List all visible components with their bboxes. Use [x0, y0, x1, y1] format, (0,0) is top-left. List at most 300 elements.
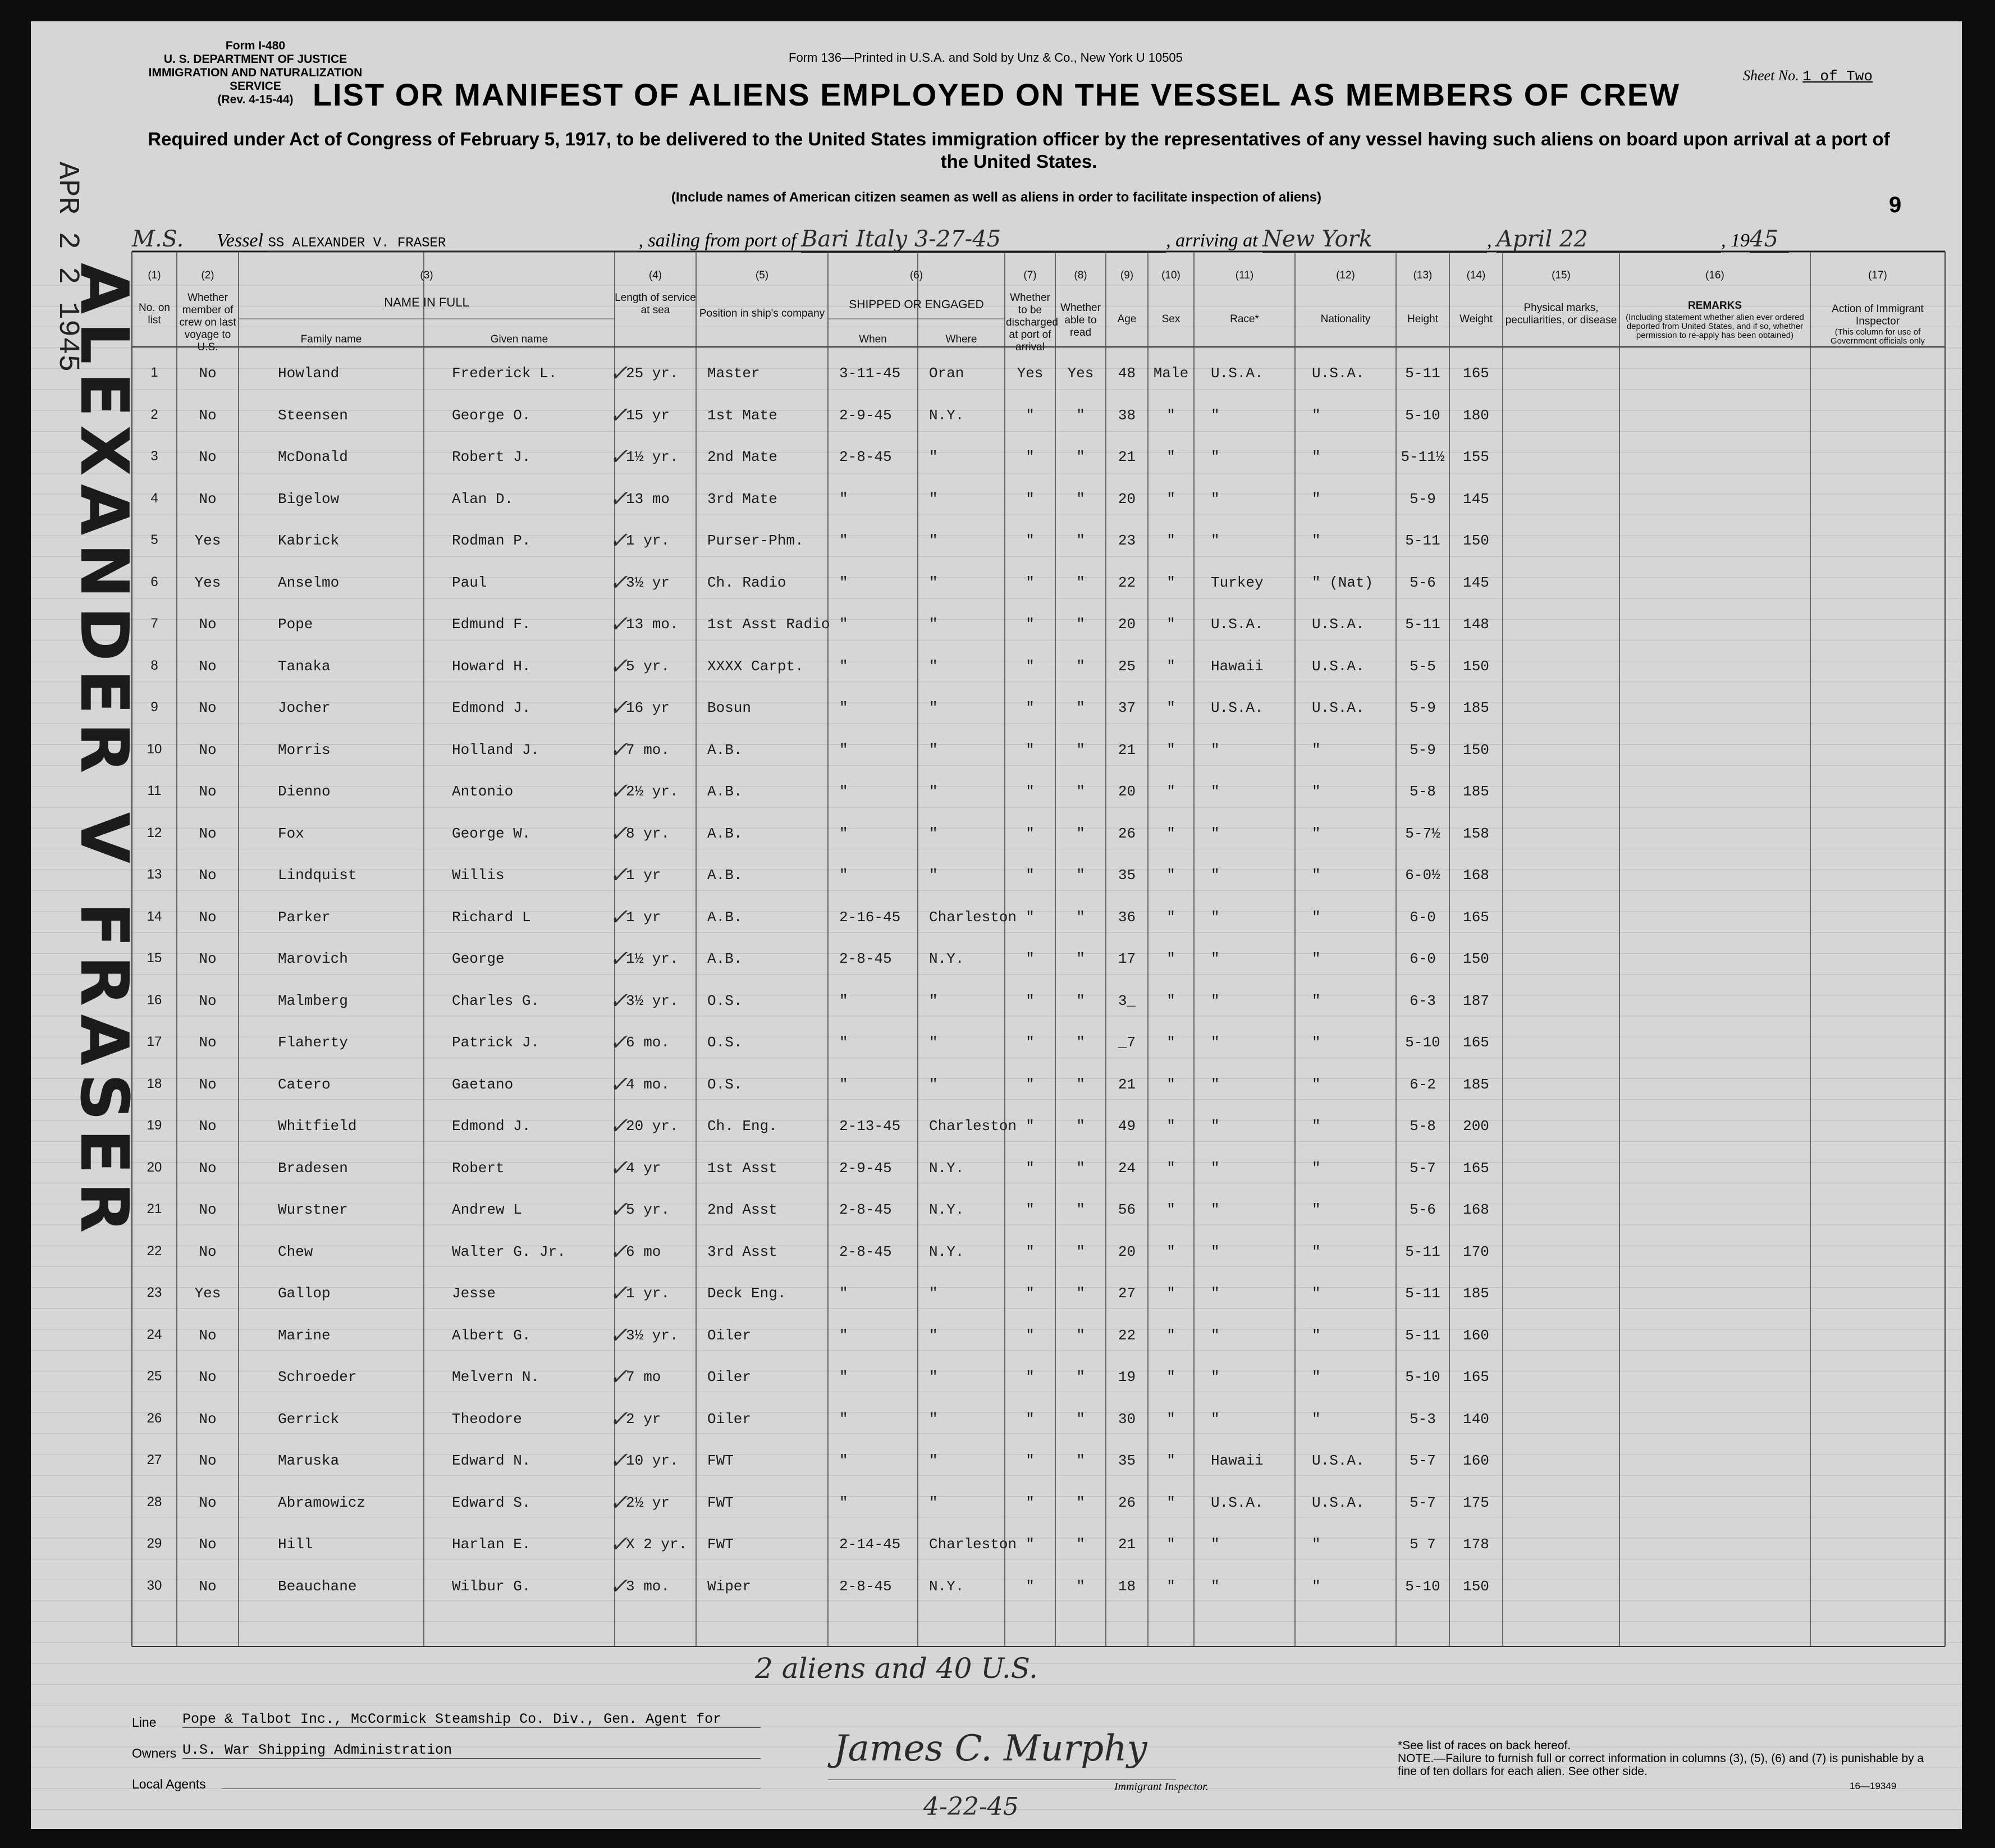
cell-nat: "	[1312, 1159, 1321, 1177]
cell-n: 18	[147, 1076, 162, 1091]
cell-when: "	[839, 992, 848, 1009]
cell-height: 5-11½	[1401, 449, 1445, 465]
cell-weight: 155	[1463, 449, 1489, 465]
cell-weight: 160	[1463, 1452, 1489, 1469]
cell-weight: 178	[1463, 1536, 1489, 1553]
cell-service: 6 mo.	[626, 1034, 670, 1051]
cell-where: "	[929, 657, 938, 675]
cell-when: 2-13-45	[839, 1118, 901, 1135]
cell-family: Tanaka	[278, 657, 331, 675]
cell-disch: "	[1026, 908, 1035, 926]
column-number: (7)	[1023, 269, 1037, 281]
cell-where: Charleston	[929, 908, 1017, 926]
local-agents-label: Local Agents	[132, 1777, 206, 1791]
cell-service: 6 mo	[626, 1243, 661, 1260]
cell-crew: No	[199, 1369, 217, 1385]
cell-position: Oiler	[707, 1326, 752, 1344]
cell-given: Paul	[452, 574, 487, 591]
cell-crew: No	[199, 1201, 217, 1218]
cell-n: 16	[147, 992, 162, 1008]
cell-disch: "	[1026, 657, 1035, 675]
cell-given: Frederick L.	[452, 365, 557, 382]
check-mark-icon: ✓	[609, 822, 628, 848]
cell-read: "	[1076, 406, 1085, 424]
cell-read: "	[1076, 825, 1085, 842]
cell-given: Albert G.	[452, 1326, 531, 1344]
cell-n: 2	[150, 406, 158, 422]
cell-nat: U.S.A.	[1312, 616, 1365, 633]
cell-service: 1½ yr.	[626, 950, 679, 967]
cell-read: "	[1076, 1118, 1085, 1135]
cell-position: O.S.	[707, 992, 743, 1009]
check-mark-icon: ✓	[609, 781, 628, 806]
cell-family: Gallop	[278, 1285, 331, 1302]
cell-n: 3	[150, 449, 158, 464]
cell-height: 5-11	[1405, 365, 1440, 382]
cell-sex: "	[1166, 1285, 1175, 1302]
cell-race: Hawaii	[1211, 657, 1264, 675]
column-number: (5)	[755, 269, 769, 281]
check-mark-icon: ✓	[609, 739, 628, 765]
vessel-name-field: SS ALEXANDER V. FRASER	[268, 236, 638, 252]
cell-when: "	[839, 783, 848, 800]
cell-family: Howland	[278, 365, 340, 382]
cell-family: Bradesen	[278, 1159, 348, 1177]
cell-where: "	[929, 699, 938, 716]
cell-weight: 150	[1463, 950, 1489, 967]
column-number: (15)	[1552, 269, 1571, 281]
cell-family: Lindquist	[278, 867, 357, 884]
cell-read: "	[1076, 741, 1085, 758]
cell-given: Charles G.	[452, 992, 540, 1009]
cell-disch: "	[1026, 616, 1035, 633]
cell-where: Charleston	[929, 1536, 1017, 1553]
inspector-signature: James C. Murphy	[834, 1728, 1147, 1769]
cell-position: 3rd Asst	[707, 1243, 777, 1260]
cell-race: "	[1211, 1034, 1220, 1051]
check-mark-icon: ✓	[609, 1450, 628, 1475]
cell-when: "	[839, 657, 848, 675]
header-action-note: (This column for use of Government officials only	[1830, 327, 1925, 346]
cell-nat: "	[1312, 1118, 1321, 1135]
check-mark-icon: ✓	[609, 1492, 628, 1517]
cell-weight: 185	[1463, 783, 1489, 800]
cell-nat: " (Nat)	[1312, 574, 1374, 591]
cell-where: "	[929, 449, 938, 465]
cell-read: "	[1076, 992, 1085, 1009]
cell-sex: "	[1166, 1577, 1175, 1595]
cell-position: 1st Mate	[707, 406, 777, 424]
cell-when: 3-11-45	[839, 365, 901, 382]
column-number: (3)	[420, 269, 433, 281]
check-mark-icon: ✓	[609, 990, 628, 1016]
cell-n: 7	[150, 616, 158, 631]
cell-weight: 187	[1463, 992, 1489, 1009]
header-whether-crew: Whether member of crew on last voyage to U.S.	[179, 292, 236, 353]
cell-sex: "	[1166, 1536, 1175, 1553]
cell-given: Edmund F.	[452, 616, 531, 633]
check-mark-icon: ✓	[609, 1283, 628, 1308]
header-position: Position in ship's company	[699, 308, 825, 319]
cell-service: 4 yr	[626, 1159, 661, 1177]
cell-nat: U.S.A.	[1312, 657, 1365, 675]
header-given-name: Given name	[490, 333, 548, 345]
cell-when: 2-14-45	[839, 1536, 901, 1553]
cell-crew: No	[199, 992, 217, 1009]
cell-where: "	[929, 1494, 938, 1511]
cell-where: "	[929, 825, 938, 842]
cell-given: Jesse	[452, 1285, 496, 1302]
check-mark-icon: ✓	[609, 1575, 628, 1601]
cell-nat: U.S.A.	[1312, 1494, 1365, 1511]
cell-crew: No	[199, 783, 217, 800]
sheet-label: Sheet No.	[1743, 67, 1799, 84]
cell-position: Master	[707, 365, 760, 382]
cell-position: Wiper	[707, 1577, 752, 1595]
cell-age: 27	[1118, 1285, 1136, 1302]
cell-age: 24	[1118, 1159, 1136, 1177]
cell-weight: 165	[1463, 1159, 1489, 1177]
cell-height: 5-11	[1405, 616, 1440, 633]
check-mark-icon: ✓	[609, 1199, 628, 1224]
cell-height: 5-6	[1410, 1201, 1436, 1218]
cell-height: 5-7½	[1405, 825, 1440, 842]
cell-age: 18	[1118, 1577, 1136, 1595]
cell-given: Holland J.	[452, 741, 540, 758]
cell-race: "	[1211, 490, 1220, 507]
vessel-name-marking: ALEXANDER V FRASER	[66, 263, 143, 1241]
cell-weight: 145	[1463, 574, 1489, 591]
cell-crew: Yes	[194, 574, 221, 591]
cell-given: Melvern N.	[452, 1369, 540, 1385]
cell-nat: "	[1312, 950, 1321, 967]
cell-height: 5-9	[1410, 699, 1436, 716]
cell-service: 10 yr.	[626, 1452, 679, 1469]
cell-service: 15 yr	[626, 406, 670, 424]
cell-when: 2-16-45	[839, 908, 901, 926]
cell-read: "	[1076, 950, 1085, 967]
cell-n: 25	[147, 1369, 162, 1384]
cell-service: 7 mo	[626, 1369, 661, 1385]
cell-given: Andrew L	[452, 1201, 522, 1218]
service-name: IMMIGRATION AND NATURALIZATION SERVICE	[148, 66, 363, 93]
cell-race: "	[1211, 992, 1220, 1009]
cell-n: 14	[147, 908, 162, 924]
cell-disch: "	[1026, 1410, 1035, 1428]
check-mark-icon: ✓	[609, 864, 628, 890]
cell-height: 5-10	[1405, 1577, 1440, 1595]
cell-where: Charleston	[929, 1118, 1017, 1135]
cell-weight: 148	[1463, 616, 1489, 633]
cell-sex: "	[1166, 867, 1175, 884]
cell-read: "	[1076, 1452, 1085, 1469]
cell-disch: "	[1026, 1369, 1035, 1385]
cell-when: 2-8-45	[839, 1201, 892, 1218]
cell-sex: "	[1166, 574, 1175, 591]
cell-nat: "	[1312, 1285, 1321, 1302]
cell-height: 5-3	[1410, 1410, 1436, 1428]
cell-crew: Yes	[194, 1285, 221, 1302]
cell-height: 5-7	[1410, 1452, 1436, 1469]
cell-age: 19	[1118, 1369, 1136, 1385]
header-height: Height	[1407, 313, 1438, 325]
cell-n: 19	[147, 1118, 162, 1133]
cell-position: 3rd Mate	[707, 490, 777, 507]
line-label: Line	[132, 1715, 157, 1730]
cell-n: 20	[147, 1159, 162, 1175]
cell-n: 12	[147, 825, 162, 840]
cell-family: Jocher	[278, 699, 331, 716]
cell-race: "	[1211, 1536, 1220, 1553]
cell-nat: "	[1312, 825, 1321, 842]
cell-given: George	[452, 950, 505, 967]
cell-nat: "	[1312, 1536, 1321, 1553]
check-mark-icon: ✓	[609, 1115, 628, 1141]
cell-age: 20	[1118, 616, 1136, 633]
cell-sex: "	[1166, 616, 1175, 633]
cell-where: "	[929, 490, 938, 507]
cell-where: N.Y.	[929, 406, 964, 424]
cell-age: 23	[1118, 532, 1136, 549]
cell-weight: 168	[1463, 867, 1489, 884]
cell-race: "	[1211, 532, 1220, 549]
cell-family: Morris	[278, 741, 331, 758]
cell-position: O.S.	[707, 1034, 743, 1051]
cell-nat: "	[1312, 908, 1321, 926]
cell-disch: "	[1026, 992, 1035, 1009]
form-code: 16—19349	[1850, 1781, 1897, 1791]
cell-read: "	[1076, 616, 1085, 633]
header-nationality: Nationality	[1320, 313, 1371, 325]
header-family-name: Family name	[300, 333, 362, 345]
cell-weight: 140	[1463, 1410, 1489, 1428]
cell-given: Robert	[452, 1159, 505, 1177]
cell-sex: "	[1166, 992, 1175, 1009]
cell-sex: "	[1166, 490, 1175, 507]
cell-family: Pope	[278, 616, 313, 633]
cell-crew: No	[199, 1076, 217, 1093]
cell-when: "	[839, 1326, 848, 1344]
header-no-on-list: No. on list	[139, 302, 170, 326]
cell-position: FWT	[707, 1452, 734, 1469]
cell-when: 2-8-45	[839, 1577, 892, 1595]
cell-service: 1 yr	[626, 867, 661, 884]
inspection-date: 4-22-45	[923, 1792, 1019, 1821]
cell-read: "	[1076, 1159, 1085, 1177]
cell-read: "	[1076, 657, 1085, 675]
cell-race: "	[1211, 1369, 1220, 1385]
cell-disch: "	[1026, 741, 1035, 758]
cell-where: "	[929, 1076, 938, 1093]
cell-read: "	[1076, 867, 1085, 884]
cell-nat: "	[1312, 1034, 1321, 1051]
printer-line: Form 136—Printed in U.S.A. and Sold by Unz & Co., New York U 10505	[789, 51, 1183, 65]
cell-read: "	[1076, 1577, 1085, 1595]
cell-crew: No	[199, 1494, 217, 1511]
check-mark-icon: ✓	[609, 1324, 628, 1350]
cell-race: "	[1211, 908, 1220, 926]
cell-weight: 165	[1463, 365, 1489, 382]
vessel-prefix: M.S.	[132, 226, 184, 252]
cell-n: 28	[147, 1494, 162, 1509]
cell-height: 5-8	[1410, 1118, 1436, 1135]
cell-age: 35	[1118, 867, 1136, 884]
cell-nat: "	[1312, 1243, 1321, 1260]
cell-crew: No	[199, 365, 217, 382]
cell-where: "	[929, 1326, 938, 1344]
cell-disch: "	[1026, 1159, 1035, 1177]
cell-nat: "	[1312, 992, 1321, 1009]
cell-family: Hill	[278, 1536, 313, 1553]
cell-when: "	[839, 1034, 848, 1051]
cell-nat: U.S.A.	[1312, 365, 1365, 382]
form-subnote: (Include names of American citizen seamen as well as aliens in order to facilitate inspection of aliens)	[671, 190, 1322, 205]
cell-read: Yes	[1067, 365, 1094, 382]
cell-height: 5-11	[1405, 1326, 1440, 1344]
cell-service: 3 mo.	[626, 1577, 670, 1595]
cell-weight: 145	[1463, 490, 1489, 507]
cell-race: "	[1211, 1326, 1220, 1344]
cell-given: George O.	[452, 406, 531, 424]
cell-family: Marovich	[278, 950, 348, 967]
cell-service: 1 yr.	[626, 532, 670, 549]
cell-crew: No	[199, 1159, 217, 1177]
cell-given: Edmond J.	[452, 1118, 531, 1135]
cell-where: N.Y.	[929, 1159, 964, 1177]
cell-disch: "	[1026, 1326, 1035, 1344]
cell-service: 3½ yr.	[626, 992, 679, 1009]
cell-read: "	[1076, 1076, 1085, 1093]
inspector-label: Immigrant Inspector.	[1114, 1781, 1209, 1793]
cell-n: 15	[147, 950, 162, 966]
cell-when: "	[839, 574, 848, 591]
cell-age: 26	[1118, 1494, 1136, 1511]
cell-when: "	[839, 699, 848, 716]
cell-disch: "	[1026, 867, 1035, 884]
cell-sex: "	[1166, 532, 1175, 549]
cell-crew: No	[199, 1536, 217, 1553]
cell-when: "	[839, 867, 848, 884]
cell-when: "	[839, 490, 848, 507]
cell-sex: Male	[1153, 365, 1189, 382]
cell-service: 2½ yr.	[626, 783, 679, 800]
header-where: Where	[945, 333, 977, 345]
footer-note	[1398, 1739, 1937, 1778]
header-action-title: Action of Immigrant Inspector	[1832, 303, 1924, 327]
cell-read: "	[1076, 1034, 1085, 1051]
cell-weight: 175	[1463, 1494, 1489, 1511]
cell-disch: "	[1026, 1118, 1035, 1135]
cell-crew: No	[199, 1034, 217, 1051]
cell-n: 1	[150, 365, 158, 380]
cell-when: "	[839, 1494, 848, 1511]
cell-sex: "	[1166, 950, 1175, 967]
cell-read: "	[1076, 1243, 1085, 1260]
column-number: (9)	[1120, 269, 1134, 281]
cell-given: Rodman P.	[452, 532, 531, 549]
cell-when: "	[839, 1076, 848, 1093]
cell-height: 5-7	[1410, 1159, 1436, 1177]
cell-crew: No	[199, 449, 217, 465]
cell-family: Wurstner	[278, 1201, 348, 1218]
cell-height: 6-0	[1410, 950, 1436, 967]
cell-family: Beauchane	[278, 1577, 357, 1595]
cell-height: 5-5	[1410, 657, 1436, 675]
cell-age: 49	[1118, 1118, 1136, 1135]
cell-given: Edmond J.	[452, 699, 531, 716]
cell-family: Dienno	[278, 783, 331, 800]
check-mark-icon: ✓	[609, 530, 628, 555]
cell-where: "	[929, 1410, 938, 1428]
cell-nat: "	[1312, 532, 1321, 549]
header-physical-marks: Physical marks, peculiarities, or disease	[1505, 302, 1617, 326]
cell-where: "	[929, 1369, 938, 1385]
cell-where: "	[929, 574, 938, 591]
cell-n: 9	[150, 699, 158, 715]
cell-height: 6-3	[1410, 992, 1436, 1009]
column-number: (1)	[148, 269, 161, 281]
cell-weight: 200	[1463, 1118, 1489, 1135]
sailing-label: , sailing from port of	[638, 230, 797, 251]
check-mark-icon: ✓	[609, 1032, 628, 1057]
cell-weight: 150	[1463, 741, 1489, 758]
cell-n: 24	[147, 1326, 162, 1342]
cell-n: 29	[147, 1536, 162, 1551]
cell-read: "	[1076, 783, 1085, 800]
cell-family: Whitfield	[278, 1118, 357, 1135]
cell-nat: U.S.A.	[1312, 1452, 1365, 1469]
cell-race: Hawaii	[1211, 1452, 1264, 1469]
cell-race: "	[1211, 950, 1220, 967]
cell-position: Bosun	[707, 699, 752, 716]
check-mark-icon: ✓	[609, 1241, 628, 1266]
cell-service: 3½ yr	[626, 574, 670, 591]
arriving-label: , arriving at	[1166, 230, 1258, 251]
cell-given: Gaetano	[452, 1076, 514, 1093]
cell-family: Schroeder	[278, 1369, 357, 1385]
cell-crew: No	[199, 657, 217, 675]
cell-weight: 150	[1463, 657, 1489, 675]
column-number: (8)	[1074, 269, 1087, 281]
cell-age: 3_	[1118, 992, 1136, 1009]
cell-when: "	[839, 1452, 848, 1469]
cell-race: "	[1211, 1243, 1220, 1260]
cell-disch: "	[1026, 1243, 1035, 1260]
cell-where: N.Y.	[929, 1577, 964, 1595]
cell-read: "	[1076, 574, 1085, 591]
cell-age: _7	[1118, 1034, 1136, 1051]
cell-given: Harlan E.	[452, 1536, 531, 1553]
cell-position: XXXX Carpt.	[707, 657, 804, 675]
cell-sex: "	[1166, 1034, 1175, 1051]
cell-age: 30	[1118, 1410, 1136, 1428]
cell-crew: No	[199, 490, 217, 507]
cell-age: 21	[1118, 449, 1136, 465]
cell-age: 48	[1118, 365, 1136, 382]
cell-read: "	[1076, 449, 1085, 465]
cell-crew: No	[199, 741, 217, 758]
cell-service: 20 yr.	[626, 1118, 679, 1135]
cell-race: "	[1211, 406, 1220, 424]
cell-n: 6	[150, 574, 158, 589]
cell-height: 6-2	[1410, 1076, 1436, 1093]
cell-read: "	[1076, 532, 1085, 549]
header-able-to-read: Whether able to read	[1060, 302, 1101, 339]
cell-weight: 150	[1463, 532, 1489, 549]
cell-when: "	[839, 741, 848, 758]
cell-given: Edward S.	[452, 1494, 531, 1511]
column-number: (11)	[1235, 269, 1254, 281]
